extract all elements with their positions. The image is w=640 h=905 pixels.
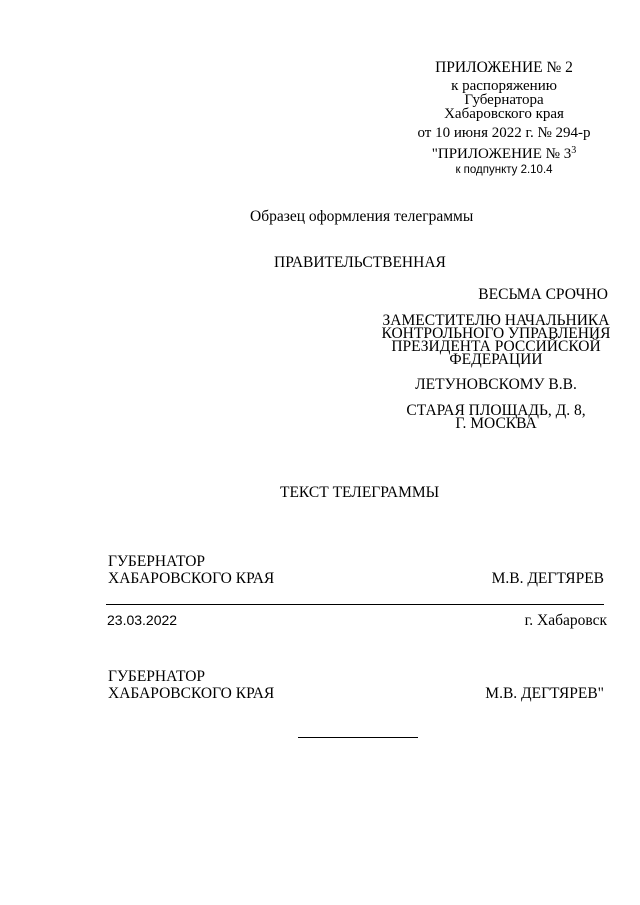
telegram-text: ТЕКСТ ТЕЛЕГРАММЫ [280,484,440,501]
signer-position-line: ХАБАРОВСКОГО КРАЯ [108,685,275,702]
appendix-governor: Губернатора [464,92,544,108]
appendix-date-number: от 10 июня 2022 г. № 294-р [417,125,591,141]
government-mark: ПРАВИТЕЛЬСТВЕННАЯ [274,254,446,271]
inner-appendix-title-line [396,145,612,163]
recipient-title-line: КОНТРОЛЬНОГО УПРАВЛЕНИЯ [381,325,611,342]
recipient-name-text: ЛЕТУНОВСКОМУ В.В. [415,376,577,393]
appendix-title: ПРИЛОЖЕНИЕ № 2 [435,59,573,76]
telegram-city: г. Хабаровск [524,612,607,629]
signer-name: М.В. ДЕГТЯРЕВ" [485,685,604,702]
divider-line [106,604,604,605]
signer-position-line: ХАБАРОВСКОГО КРАЯ [108,570,275,587]
sample-title: Образец оформления телеграммы [250,208,474,225]
telegram-date: 23.03.2022 [107,612,178,628]
recipient-address [372,404,620,430]
recipient-title-line: ЗАМЕСТИТЕЛЮ НАЧАЛЬНИКА [382,312,610,329]
inner-appendix-title: "ПРИЛОЖЕНИЕ № 3 [431,146,572,162]
recipient-address-line: СТАРАЯ ПЛОЩАДЬ, Д. 8, [406,402,586,419]
appendix-region: Хабаровского края [444,106,564,122]
appendix-header [396,58,612,177]
recipient-title-line: ФЕДЕРАЦИИ [449,351,543,368]
recipient-name [372,377,620,393]
recipient-title-line: ПРЕЗИДЕНТА РОССИЙСКОЙ [391,338,601,355]
urgency-mark: ВЕСЬМА СРОЧНО [478,286,608,303]
recipient-address-line: Г. МОСКВА [455,415,537,432]
signer-position-line: ГУБЕРНАТОР [108,553,206,570]
recipient-title [372,314,620,366]
inner-appendix-superscript: 3 [571,145,577,156]
signer-name: М.В. ДЕГТЯРЕВ [491,570,604,587]
signature-block-1 [108,553,604,587]
appendix-to-order: к распоряжению [451,78,557,94]
signature-block-2 [108,668,604,702]
appendix-subpoint: к подпункту 2.10.4 [455,164,553,176]
end-of-document-line [298,737,418,738]
signer-position-line: ГУБЕРНАТОР [108,668,206,685]
